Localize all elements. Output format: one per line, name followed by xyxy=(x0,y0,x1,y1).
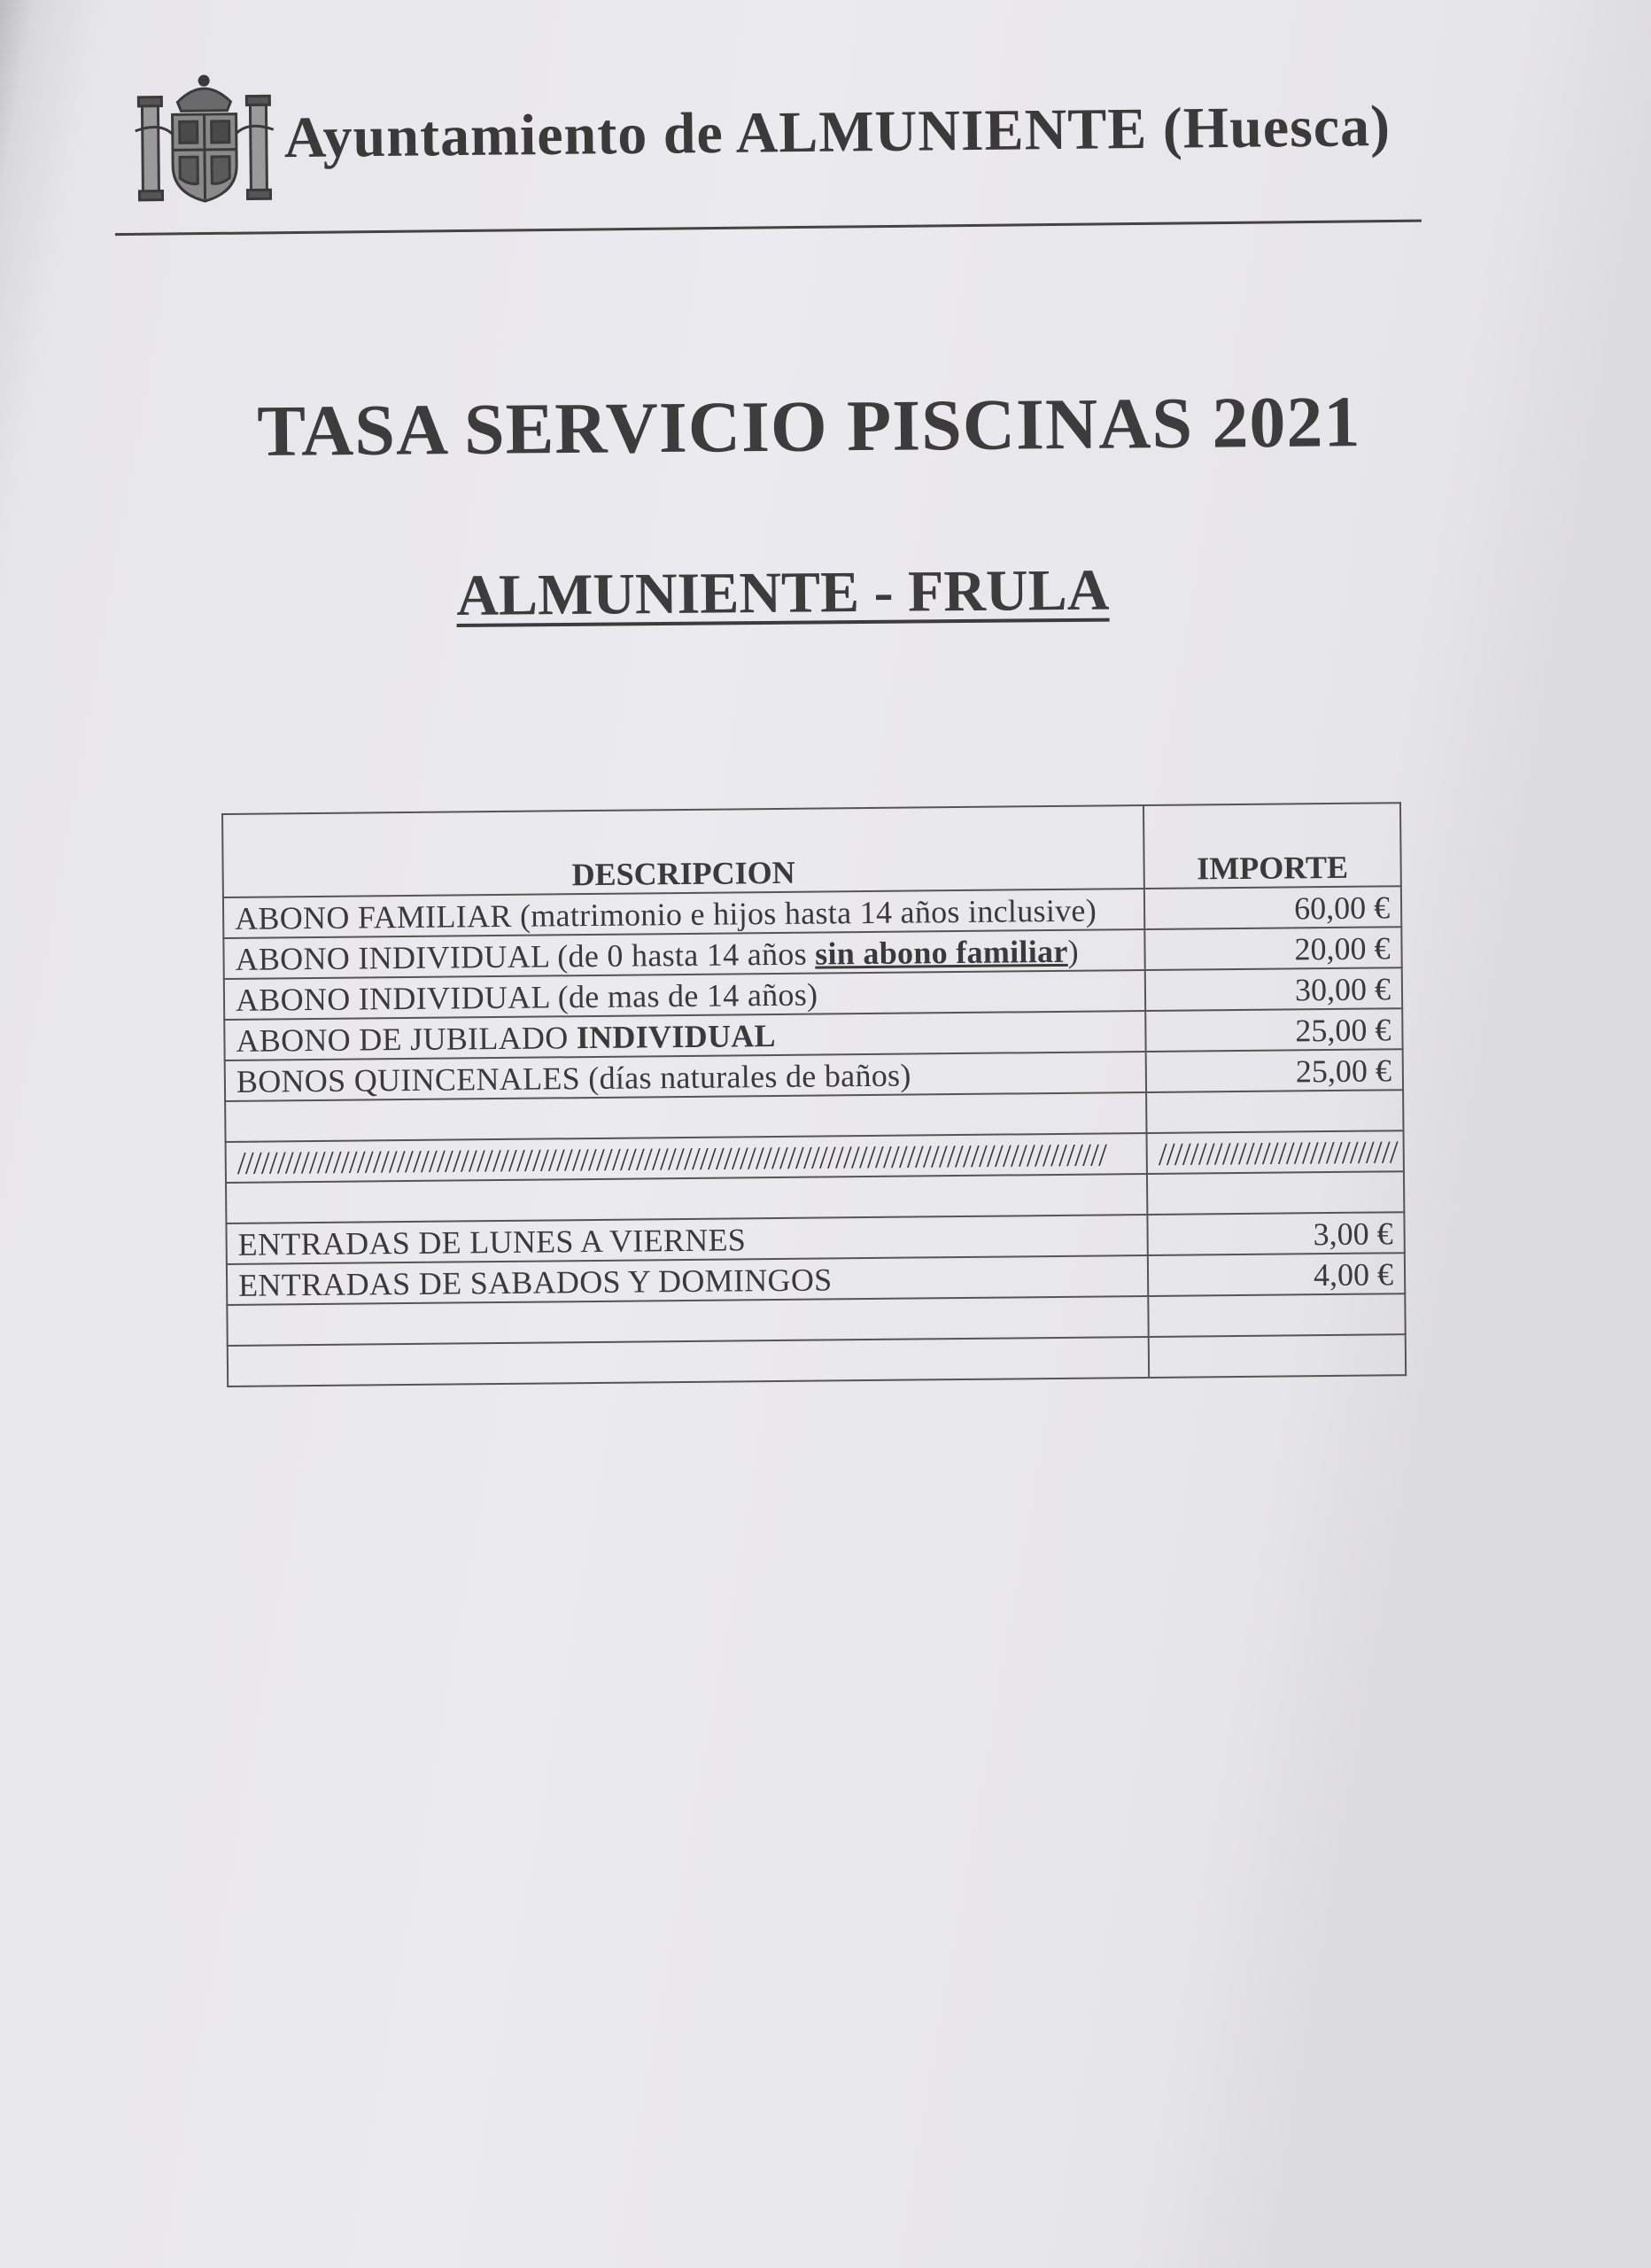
row-description: ABONO INDIVIDUAL (de mas de 14 años) xyxy=(224,970,1145,1020)
row-amount: 20,00 € xyxy=(1144,927,1401,970)
fees-table-container xyxy=(221,802,1405,1387)
row-description-text: ABONO DE JUBILADO xyxy=(236,1020,577,1059)
letterhead xyxy=(124,56,1419,246)
fees-table xyxy=(221,802,1407,1387)
empty-cell xyxy=(1147,1171,1404,1215)
row-description: ABONO FAMILIAR (matrimonio e hijos hasta 14 años inclusive) xyxy=(223,889,1144,938)
row-amount: 60,00 € xyxy=(1144,886,1401,929)
row-description-emphasis: INDIVIDUAL xyxy=(576,1018,777,1056)
row-amount: 25,00 € xyxy=(1146,1049,1403,1092)
spain-coat-of-arms-icon xyxy=(133,67,276,211)
column-header-amount: IMPORTE xyxy=(1143,803,1401,889)
empty-cell xyxy=(1149,1334,1406,1378)
document-title: TASA SERVICIO PISCINAS 2021 xyxy=(257,381,1361,471)
empty-cell xyxy=(228,1337,1149,1386)
row-description: ENTRADAS DE SABADOS Y DOMINGOS xyxy=(227,1255,1148,1305)
table-header-row xyxy=(222,803,1401,897)
row-description-text: ) xyxy=(1067,933,1080,969)
row-amount: 25,00 € xyxy=(1145,1008,1402,1052)
row-description-emphasis: sin abono familiar xyxy=(815,933,1068,972)
row-description-text: ABONO INDIVIDUAL (de 0 hasta 14 años xyxy=(235,936,816,977)
letterhead-title: Ayuntamiento de ALMUNIENTE (Huesca) xyxy=(283,94,1391,171)
column-header-description: DESCRIPCION xyxy=(222,805,1144,897)
document-subtitle: ALMUNIENTE - FRULA xyxy=(456,557,1110,628)
row-amount: 30,00 € xyxy=(1145,967,1402,1011)
empty-cell xyxy=(1146,1090,1403,1133)
row-description: BONOS QUINCENALES (días naturales de baños) xyxy=(225,1052,1146,1101)
row-amount: 4,00 € xyxy=(1148,1253,1405,1296)
empty-cell xyxy=(1148,1293,1405,1337)
row-description: ENTRADAS DE LUNES A VIERNES xyxy=(226,1215,1147,1264)
letterhead-rule xyxy=(115,220,1422,236)
separator-slashes: ////////////////////////////// xyxy=(1147,1130,1404,1174)
separator-slashes: ///////////////////////////////////////////////////////////////////////////////////////////////////////////// xyxy=(226,1133,1147,1183)
row-amount: 3,00 € xyxy=(1147,1212,1404,1255)
